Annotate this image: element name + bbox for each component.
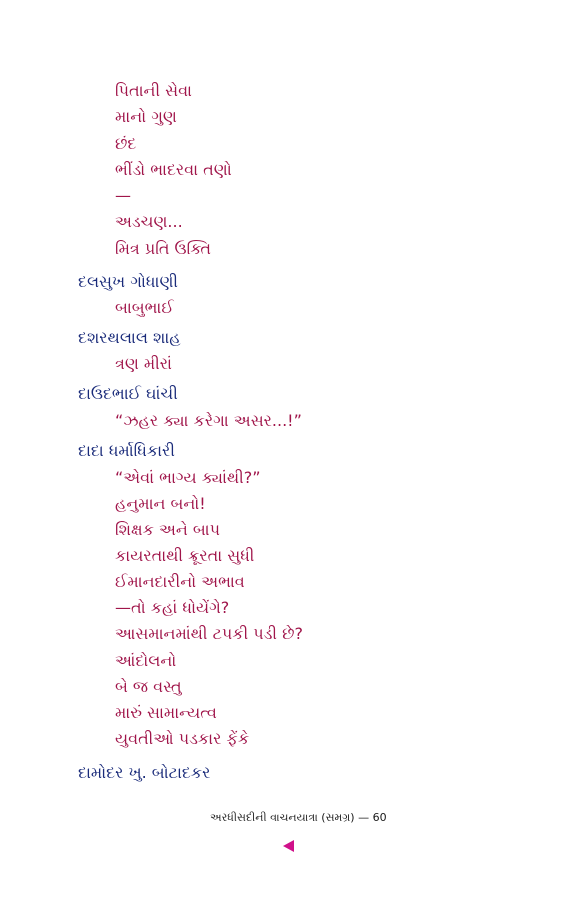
left-triangle-arrow-icon[interactable]	[283, 840, 294, 852]
list-item: કાયરતાથી ક્રૂરતા સુધી	[115, 546, 255, 565]
list-item: બે જ વસ્તુ	[115, 677, 182, 696]
list-item: ત્રણ મીરાં	[115, 354, 172, 373]
list-item: ઈમાનદારીનો અભાવ	[115, 572, 245, 591]
list-item: આસમાનમાંથી ટપકી પડી છે?	[115, 624, 303, 643]
list-item: પિતાની સેવા	[115, 81, 192, 100]
author-name: દશરથલાલ શાહ	[78, 328, 181, 347]
list-item: અડચણ...	[115, 212, 183, 231]
list-item: મારું સામાન્યત્વ	[115, 703, 217, 722]
list-item: હનુમાન બનો!	[115, 494, 206, 513]
list-item: —	[115, 186, 131, 205]
list-item: છંદ	[115, 134, 137, 153]
list-item: આંદોલનો	[115, 651, 177, 670]
list-item: ભીંડો ભાદરવા તણો	[115, 160, 232, 179]
list-item: —તો કહાં ધોયેંગે?	[115, 598, 230, 617]
author-name: દાદા ધર્માધિકારી	[78, 441, 175, 460]
list-item: બાબુભાઈ	[115, 298, 174, 317]
author-name: દલસુખ ગોધાણી	[78, 272, 178, 291]
list-item: મિત્ર પ્રતિ ઉક્તિ	[115, 239, 211, 258]
list-item: શિક્ષક અને બાપ	[115, 520, 220, 539]
list-item: માનો ગુણ	[115, 107, 177, 126]
author-name: દામોદર ખુ. બોટાદકર	[78, 763, 211, 782]
list-item: “એવાં ભાગ્ય ક્યાંથી?”	[115, 468, 261, 487]
list-item: યુવતીઓ પડકાર ફેંકે	[115, 729, 250, 748]
page-footer: અરધીસદીની વાચનયાત્રા (સમગ્ર) — 60	[210, 811, 387, 824]
author-name: દાઉદભાઈ ઘાંચી	[78, 384, 178, 403]
list-item: “ઝહર ક્યા કરેગા અસર...!”	[115, 411, 302, 430]
